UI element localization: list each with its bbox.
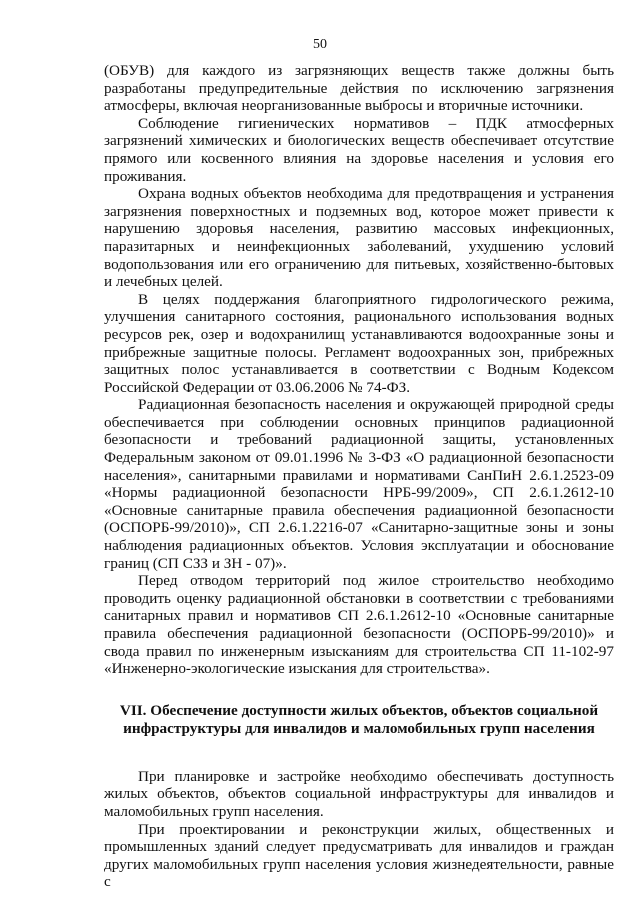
paragraph-pdk-norms: Соблюдение гигиенических нормативов – ПДК атмосферных загрязнений химических и биологических веществ обеспечивает отсутствие прямого или косвенного влияния на здоровье населения и условия его проживания.: [104, 114, 614, 185]
paragraph-accessibility-design: При проектировании и реконструкции жилых, общественных и промышленных зданий следует предусматривать для инвалидов и граждан других маломобильных групп населения условия жизнедеятельности, равные с: [104, 820, 614, 891]
page-number: 50: [313, 37, 327, 52]
paragraph-hydrological-regime: В целях поддержания благоприятного гидрологического режима, улучшения санитарного состояния, рационального использования водных ресурсов рек, озер и водохранилищ устанавливаются водоохранные зоны и прибрежные защитные полосы. Регламент водоохранных зон, прибрежных защитных полос устанавливается в соответствии с Водным Кодексом Российской Федерации от 03.06.2006 № 74-ФЗ.: [104, 290, 614, 396]
paragraph-radiation-safety: Радиационная безопасность населения и окружающей природной среды обеспечивается при соблюдении основных принципов радиационной безопасности и требований радиационной защиты, установленных Федеральным законом от 09.01.1996 № 3-ФЗ «О радиационной безопасности населения», санитарными правилами и нормативами СанПиН 2.6.1.2523-09 «Нормы радиационной безопасности НРБ-99/2009», СП 2.6.1.2612-10 «Основные санитарные правила обеспечения радиационной безопасности (ОСПОРБ-99/2010)», СП 2.6.1.2216-07 «Санитарно-защитные зоны и зоны наблюдения радиационных объектов. Условия эксплуатации и обоснование границ (СП СЗЗ и ЗН - 07)».: [104, 396, 614, 572]
paragraph-accessibility-planning: При планировке и застройке необходимо обеспечивать доступность жилых объектов, объектов социальной инфраструктуры для инвалидов и маломобильных групп населения.: [104, 767, 614, 820]
paragraph-water-protection: Охрана водных объектов необходима для предотвращения и устранения загрязнения поверхностных и подземных вод, которое может привести к нарушению здоровья населения, развитию массовых инфекционных, паразитарных и неинфекционных заболеваний, ухудшению условий водопользования или его ограничению для питьевых, хозяйственно-бытовых и лечебных целей.: [104, 185, 614, 291]
section-heading: VII. Обеспечение доступности жилых объектов, объектов социальной инфраструктуры для инвалидов и маломобильных групп населения: [119, 701, 599, 737]
paragraph-radiation-assessment: Перед отводом территорий под жилое строительство необходимо проводить оценку радиационной обстановки в соответствии с требованиями санитарных правил и нормативов СП 2.6.1.2612-10 «Основные санитарные правила обеспечения радиационной безопасности (ОСПОРБ-99/2010)» и свода правил по инженерным изысканиям для строительства СП 11-102-97 «Инженерно-экологические изыскания для строительства».: [104, 572, 614, 678]
paragraph-obuv: (ОБУВ) для каждого из загрязняющих веществ также должны быть разработаны предупредительные действия по исключению загрязнения атмосферы, включая неорганизованные выбросы и вторичные источники.: [104, 62, 614, 115]
page-content: [104, 62, 614, 891]
